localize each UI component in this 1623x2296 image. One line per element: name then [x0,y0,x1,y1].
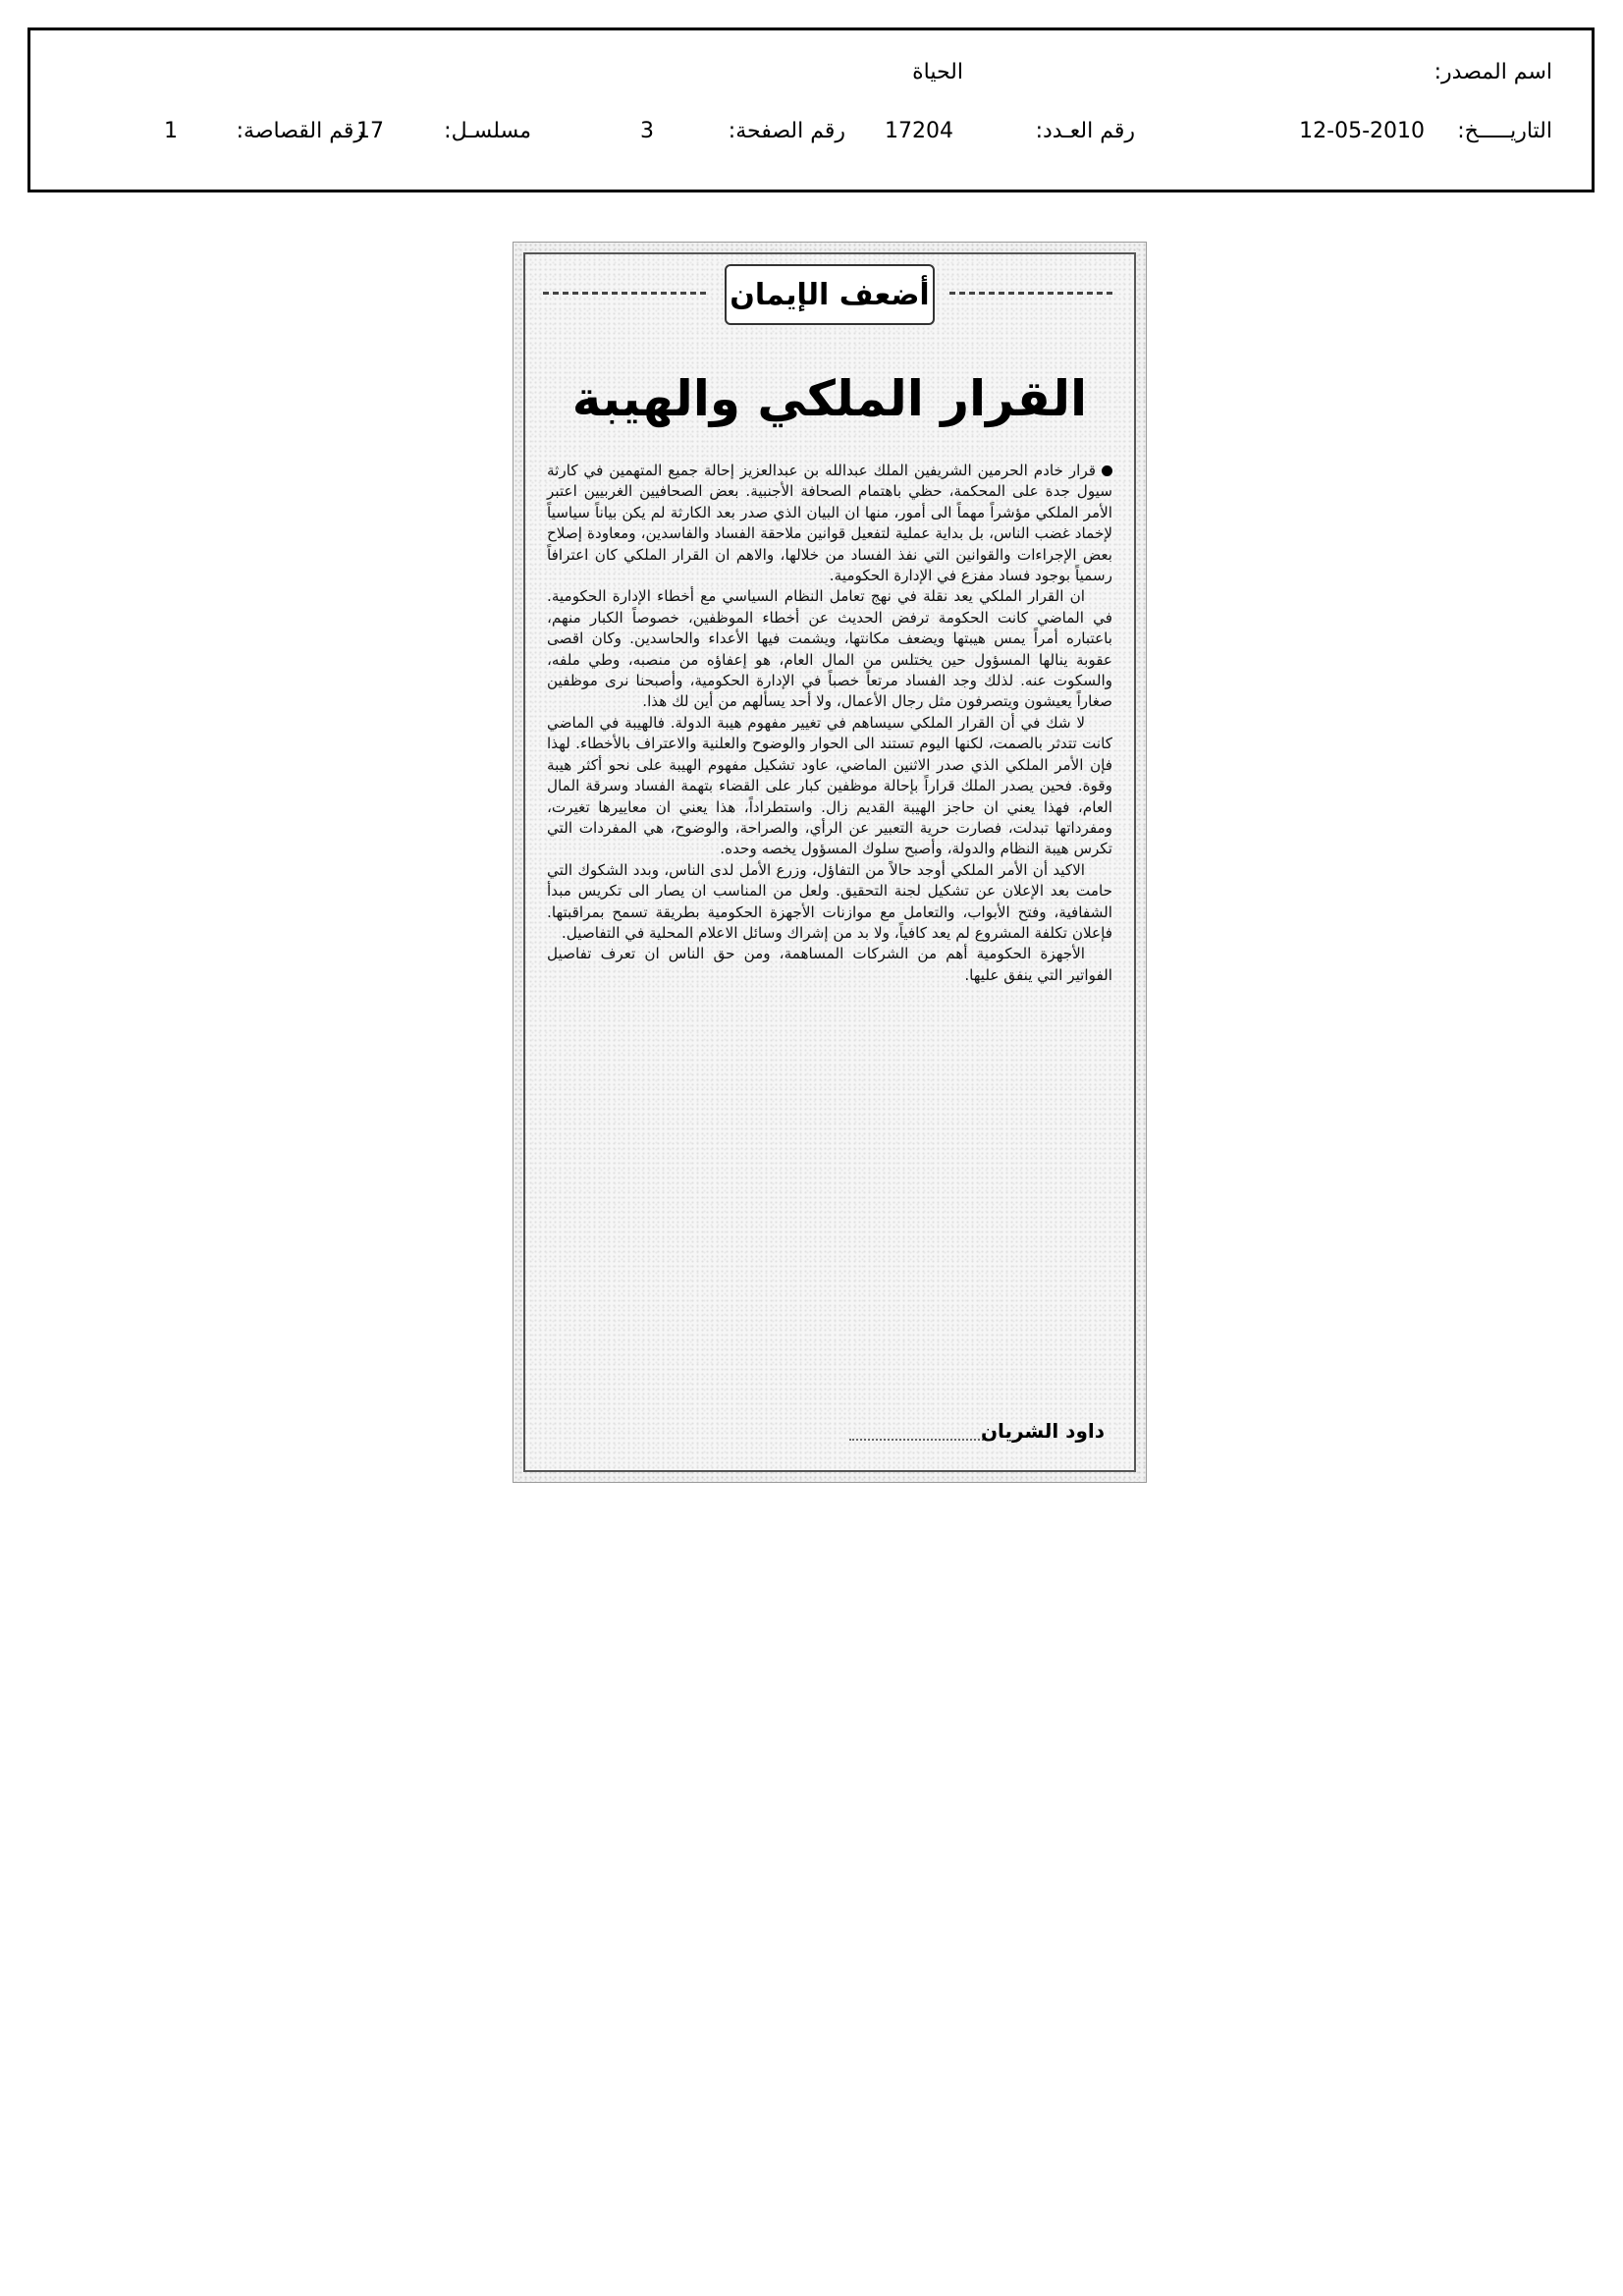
serial-value: 17 [356,119,384,143]
article-paragraph [547,461,1112,586]
decorative-rule [949,292,1116,295]
date-label: التاريـــــخ: [1457,119,1552,143]
source-value: الحياة [912,60,963,84]
article-body [547,461,1112,986]
issue-number-label: رقم العـدد: [1035,119,1135,143]
document-metadata-box [27,27,1595,192]
source-label: اسم المصدر: [1434,60,1552,84]
column-name-badge: أضعف الإيمان [725,264,935,325]
article-paragraph: لا شك في أن القرار الملكي سيساهم في تغيير مفهوم هيبة الدولة. فالهيبة في الماضي كانت تتدثر بالصمت، لكنها اليوم تستند الى الحوار والوضوح والعلنية والاعتراف بالأخطاء. لهذا فإن الأمر الملكي الذي صدر الاثنين الماضي، عاود تشكيل مفهوم الهيبة على نحو أكثر هيبة وقوة. فحين يصدر الملك قراراً بإحالة موظفين كبار على القضاء بتهمة الفساد وسرقة المال العام، فهذا يعني ان حاجز الهيبة القديم زال. واستطراداً، هذا يعني ان معاييرها تغيرت، ومفرداتها تبدلت، فصارت حرية التعبير عن الرأي، والصراحة، والوضوح، هي المفردات التي تكرس هيبة النظام والدولة، وأصبح سلوك المسؤول يخصه وحده. [547,713,1112,858]
page-number-value: 3 [640,119,654,143]
page-number-label: رقم الصفحة: [728,119,845,143]
clipping-number-label: رقم القصاصة: [236,119,364,143]
article-paragraph: ان القرار الملكي يعد نقلة في نهج تعامل النظام السياسي مع أخطاء الإدارة الحكومية. في الماضي كانت الحكومة ترفض الحديث عن أخطاء الموظفين، خصوصاً الكبار منهم، باعتباره أمراً يمس هيبتها ويضعف مكانتها، ويشمت فيها الأعداء والحاسدين. وكان اقصى عقوبة ينالها المسؤول حين يختلس من المال العام، هو إعفاؤه من منصبه، وطي ملفه، والسكوت عنه. لذلك وجد الفساد مرتعاً خصباً في الإدارة الحكومية، وأصبحنا نرى موظفين صغاراً يعيشون ويتصرفون مثل رجال الأعمال، ولا أحد يسألهم من أين لك هذا. [547,587,1112,711]
bullet-icon [1102,465,1112,476]
issue-number-value: 17204 [885,119,953,143]
date-value: 12-05-2010 [1299,119,1425,143]
author-dotted-rule [849,1439,987,1441]
decorative-rule [543,292,710,295]
article-paragraph: الاكيد أن الأمر الملكي أوجد حالاً من التفاؤل، وزرع الأمل لدى الناس، وبدد الشكوك التي حامت بعد الإعلان عن تشكيل لجنة التحقيق. ولعل من المناسب ان يصار الى تكريس مبدأ الشفافية، وفتح الأبواب، والتعامل مع موازنات الأجهزة الحكومية بطريقة تسمح بمراقبتها. فإعلان تكلفة المشروع لم يعد كافياً، ولا بد من إشراك وسائل الاعلام المحلية في التفاصيل. [547,860,1112,942]
clipping-number-value: 1 [164,119,178,143]
serial-label: مسلسـل: [444,119,531,143]
article-headline: القرار الملكي والهيبة [571,370,1088,427]
author-byline: داود الشريان [980,1419,1105,1443]
newspaper-clipping [513,242,1147,1483]
clipping-frame [523,252,1136,1472]
paragraph-text: قرار خادم الحرمين الشريفين الملك عبدالله بن عبدالعزيز إحالة جميع المتهمين في كارثة سيول جدة على المحكمة، حظي باهتمام الصحافة الأجنبية. بعض الصحافيين الغربيين اعتبر الأمر الملكي مؤشراً مهماً الى أمور، منها ان البيان الذي صدر بعد الكارثة لم يكن بياناً سياسياً لإخماد غضب الناس، بل بداية عملية لتفعيل قوانين ملاحقة الفساد والفاسدين، ومعاودة إصلاح بعض الإجراءات والقوانين التي نفذ الفساد من خلالها، والاهم ان القرار الملكي كان اعترافاً رسمياً بوجود فساد مفزع في الإدارة الحكومية. [547,462,1112,585]
article-paragraph: الأجهزة الحكومية أهم من الشركات المساهمة، ومن حق الناس ان تعرف تفاصيل الفواتير التي ينفق عليها. [547,945,1112,984]
